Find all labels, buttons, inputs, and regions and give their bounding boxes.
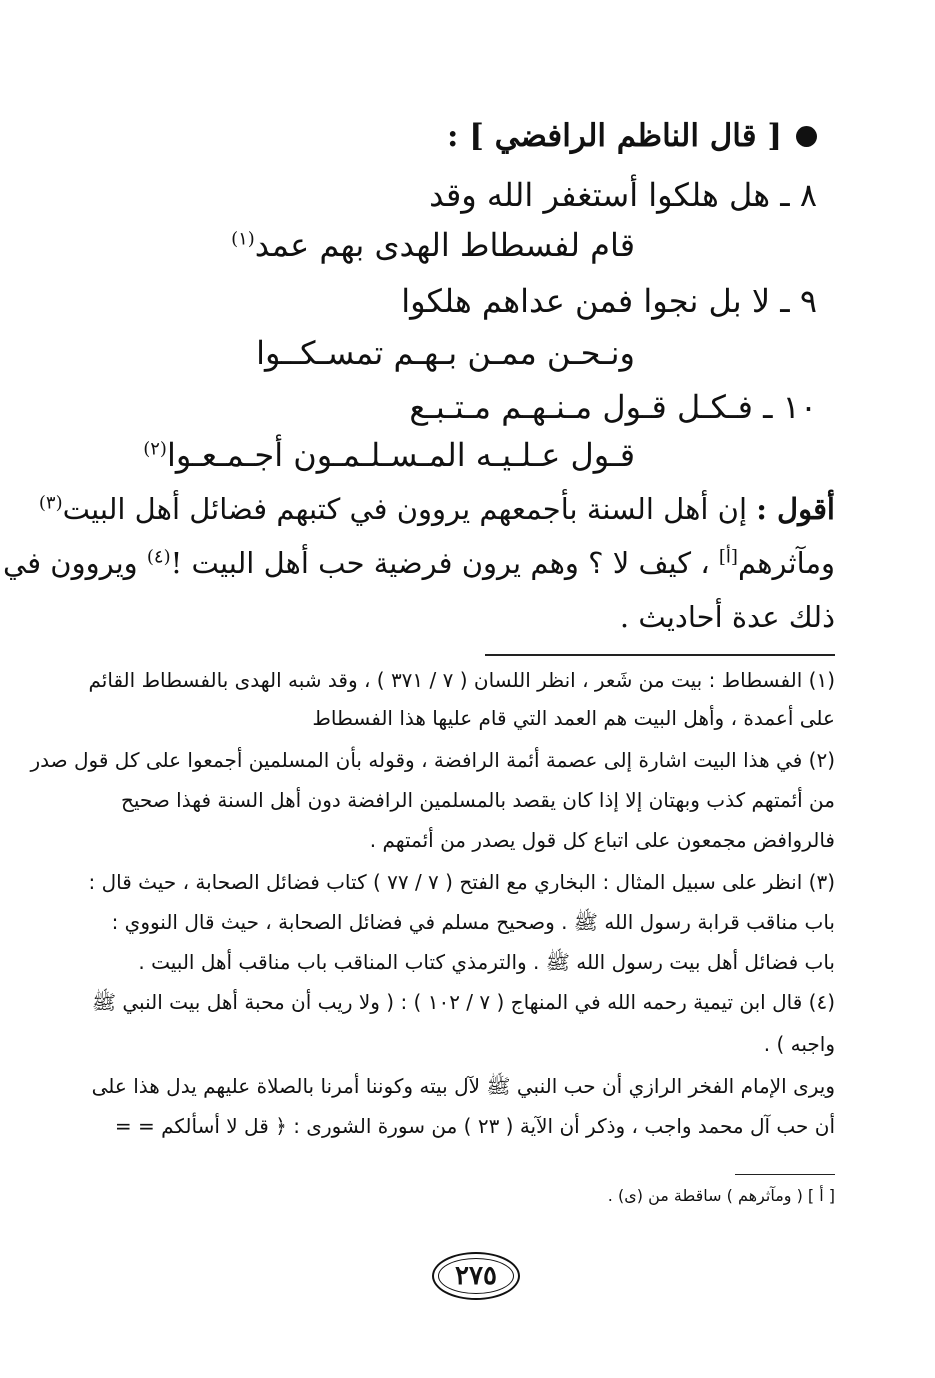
verse-line: ونـحـن ممـن بـهـم تمسـكــوا [256, 334, 635, 372]
verse-line: ٨ ـ هل هلكوا أستغفر الله وقد [429, 176, 817, 214]
verse-line: ١٠ ـ فـكـل قـول مـنـهـم مـتـبـع [409, 388, 817, 426]
footnote-line: من أئمتهم كذب وبهتان إلا إذا كان يقصد بالمسلمين الرافضة دون أهل السنة فهذا صحيح [120, 788, 835, 812]
footnote-line: فالروافض مجمعون على اتباع كل قول يصدر من أئمتهم . [369, 828, 835, 852]
footnote-line: ويرى الإمام الفخر الرازي أن حب النبي ﷺ لآل بيته وكوننا أمرنا بالصلاة عليهم يدل هذا على [91, 1074, 835, 1098]
footnote-ref: (٢) [143, 438, 167, 460]
page-number-frame [432, 1252, 520, 1300]
aqulu-label: أقول : [756, 492, 835, 526]
footnote-ref: (٣) [38, 492, 63, 514]
footnote-line: باب فضائل أهل بيت رسول الله ﷺ . والترمذي كتاب المناقب باب مناقب أهل البيت . [138, 950, 835, 974]
footnote-ref: (١) [231, 228, 255, 250]
verse-line: ٩ ـ لا بل نجوا فمن عداهم هلكوا [401, 282, 817, 320]
footnote-line: (١) الفسطاط : بيت من شَعر ، انظر اللسان ( ٧ / ٣٧١ ) ، وقد شبه الهدى بالفسطاط القائم [88, 668, 835, 692]
footnote-line: على أعمدة ، وأهل البيت هم العمد التي قام عليها هذا الفسطاط [312, 706, 835, 730]
verse-line: قام لفسطاط الهدى بهم عمد$^{(١)}$ [231, 226, 635, 264]
verse-line: قـول عـلـيـه المـسـلـمـون أجـمـعـوا$^{(٢)}$ [143, 436, 635, 474]
variant-note-separator [735, 1174, 835, 1175]
footnote-separator [485, 654, 835, 656]
body-paragraph-line: ومآثرهم[أ] ، كيف لا ؟ وهم يرون فرضية حب أهل البيت !$^{(٤)}$ ويروون في [3, 546, 835, 580]
footnote-line: باب مناقب قرابة رسول الله ﷺ . وصحيح مسلم في فضائل الصحابة ، حيث قال النووي : [111, 910, 835, 934]
section-heading [447, 118, 817, 154]
page-number: ٢٧٥ [455, 1261, 497, 1291]
footnote-line: واجبه ) . [763, 1032, 835, 1056]
bullet-icon [796, 126, 817, 147]
footnote-line: (٤) قال ابن تيمية رحمه الله في المنهاج ( ٧ / ١٠٢ ) : ( ولا ريب أن محبة أهل بيت النبي ﷺ [91, 990, 835, 1014]
variant-ref: [أ] [718, 546, 738, 568]
footnote-line: أن حب آل محمد واجب ، وذكر أن الآية ( ٢٣ ) من سورة الشورى : ﴿ قل لا أسألكم = = [114, 1114, 835, 1138]
heading-text: [ قال الناظم الرافضي ] : [446, 118, 782, 154]
footnote-line: (٢) في هذا البيت اشارة إلى عصمة أئمة الرافضة ، وقوله بأن المسلمين أجمعوا على كل قول صدر [30, 748, 835, 772]
footnote-line: (٣) انظر على سبيل المثال : البخاري مع الفتح ( ٧ / ٧٧ ) كتاب فضائل الصحابة ، حيث قال : [88, 870, 835, 894]
variant-note: [ أ ] ( ومآثرهم ) ساقطة من (ى) . [607, 1186, 835, 1205]
footnote-ref: (٤) [146, 546, 171, 568]
body-paragraph-line: أقول : إن أهل السنة بأجمعهم يروون في كتبهم فضائل أهل البيت$^{(٣)}$ [38, 492, 835, 526]
body-paragraph-line: ذلك عدة أحاديث . [619, 600, 835, 634]
